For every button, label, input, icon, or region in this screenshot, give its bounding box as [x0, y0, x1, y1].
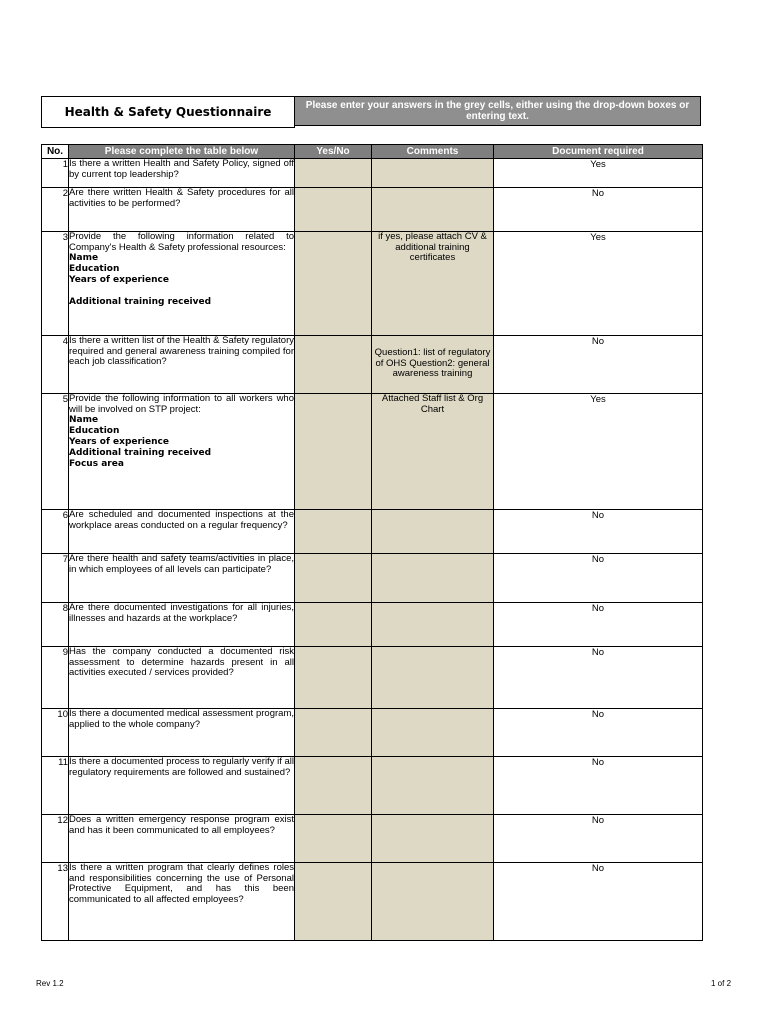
comments-cell[interactable]: [372, 757, 494, 815]
question-cell: [69, 603, 295, 647]
yes-no-answer-cell[interactable]: [295, 709, 372, 757]
comments-cell[interactable]: [372, 336, 494, 394]
row-number: 4: [42, 336, 69, 394]
comments-cell[interactable]: [372, 815, 494, 863]
comments-cell[interactable]: [372, 188, 494, 232]
row-number: 5: [42, 394, 69, 510]
document-required-cell: No: [494, 709, 703, 757]
question-text: Provide the following information related to Company's Health & Safety professional resources:: [69, 231, 294, 253]
column-header-document-required: Document required: [494, 145, 703, 159]
comments-cell[interactable]: [372, 647, 494, 709]
required-info-item: Education: [69, 264, 120, 275]
comments-cell[interactable]: [372, 603, 494, 647]
required-info-item: Years of experience: [69, 437, 169, 448]
comment-text: Question1: list of regulatory of OHS Question2: general awareness training: [374, 347, 491, 380]
required-info-item: Additional training received: [69, 448, 212, 459]
row-number: 1: [42, 159, 69, 188]
yes-no-answer-cell[interactable]: [295, 232, 372, 336]
table-row: [42, 603, 703, 647]
comments-cell[interactable]: [372, 232, 494, 336]
document-required-cell: No: [494, 757, 703, 815]
table-row: [42, 336, 703, 394]
question-cell: [69, 232, 295, 336]
column-header-comments: Comments: [372, 145, 494, 159]
page-number: 1 of 2: [711, 979, 732, 988]
comments-cell[interactable]: [372, 863, 494, 941]
question-cell: [69, 336, 295, 394]
document-required-cell: No: [494, 647, 703, 709]
row-number: 7: [42, 554, 69, 603]
comments-cell[interactable]: [372, 709, 494, 757]
question-cell: [69, 394, 295, 510]
required-info-item: Focus area: [69, 459, 124, 470]
document-required-cell: No: [494, 603, 703, 647]
yes-no-answer-cell[interactable]: [295, 394, 372, 510]
document-required-cell: No: [494, 510, 703, 554]
document-required-cell: Yes: [494, 232, 703, 336]
required-info-item: Additional training received: [69, 297, 212, 308]
questionnaire-header: [41, 96, 702, 128]
question-text: Is there a written program that clearly defines roles and responsibilities concerning the use of Personal Protective Equipment, and has this been communicated to all affected employees?: [69, 862, 294, 905]
document-required-cell: No: [494, 554, 703, 603]
comments-cell[interactable]: [372, 510, 494, 554]
row-number: 6: [42, 510, 69, 554]
comment-text: if yes, please attach CV & additional training certificates: [378, 231, 487, 264]
table-row: [42, 510, 703, 554]
table-row: [42, 554, 703, 603]
yes-no-answer-cell[interactable]: [295, 510, 372, 554]
document-required-cell: No: [494, 815, 703, 863]
required-info-item: Name: [69, 415, 99, 426]
column-header-no: No.: [42, 145, 69, 159]
document-required-cell: No: [494, 336, 703, 394]
row-number: 3: [42, 232, 69, 336]
row-number: 8: [42, 603, 69, 647]
table-row: [42, 188, 703, 232]
question-cell: [69, 159, 295, 188]
yes-no-answer-cell[interactable]: [295, 863, 372, 941]
question-cell: [69, 757, 295, 815]
document-required-cell: Yes: [494, 394, 703, 510]
row-number: 12: [42, 815, 69, 863]
revision-label: Rev 1.2: [36, 979, 64, 988]
required-info-item: Years of experience: [69, 275, 169, 286]
document-required-cell: No: [494, 188, 703, 232]
question-text: Are there documented investigations for all injuries, illnesses and hazards at the workplace?: [69, 602, 294, 624]
row-number: 11: [42, 757, 69, 815]
question-text: Is there a documented process to regularly verify if all regulatory requirements are followed and sustained?: [69, 756, 294, 778]
comments-cell[interactable]: [372, 394, 494, 510]
question-text: Are scheduled and documented inspections at the workplace areas conducted on a regular frequency?: [69, 509, 294, 531]
document-required-cell: No: [494, 863, 703, 941]
question-text: Are there written Health & Safety procedures for all activities to be performed?: [69, 187, 294, 209]
questionnaire-table: [41, 144, 703, 941]
row-number: 13: [42, 863, 69, 941]
yes-no-answer-cell[interactable]: [295, 815, 372, 863]
required-info-item: [69, 286, 294, 297]
row-number: 10: [42, 709, 69, 757]
yes-no-answer-cell[interactable]: [295, 757, 372, 815]
question-text: Is there a written list of the Health & Safety regulatory required and general awareness training compiled for each job classification?: [69, 335, 294, 368]
required-info-item: Education: [69, 426, 120, 437]
yes-no-answer-cell[interactable]: [295, 554, 372, 603]
question-cell: [69, 709, 295, 757]
question-cell: [69, 510, 295, 554]
table-row: [42, 757, 703, 815]
question-cell: [69, 188, 295, 232]
question-cell: [69, 815, 295, 863]
comments-cell[interactable]: [372, 159, 494, 188]
column-header-question: Please complete the table below: [69, 145, 295, 159]
yes-no-answer-cell[interactable]: [295, 188, 372, 232]
question-text: Are there health and safety teams/activities in place, in which employees of all levels can participate?: [69, 553, 294, 575]
table-header-row: [42, 145, 703, 159]
question-text: Provide the following information to all workers who will be involved on STP project:: [69, 393, 294, 415]
document-required-cell: Yes: [494, 159, 703, 188]
yes-no-answer-cell[interactable]: [295, 159, 372, 188]
question-cell: [69, 554, 295, 603]
question-text: Does a written emergency response program exist and has it been communicated to all employees?: [69, 814, 294, 836]
question-text: Has the company conducted a documented risk assessment to determine hazards present in all activities executed / services provided?: [69, 646, 294, 679]
table-row: [42, 394, 703, 510]
yes-no-answer-cell[interactable]: [295, 647, 372, 709]
question-text: Is there a documented medical assessment program, applied to the whole company?: [69, 708, 294, 730]
table-row: [42, 863, 703, 941]
required-info-item: Name: [69, 253, 99, 264]
comments-cell[interactable]: [372, 554, 494, 603]
table-row: [42, 647, 703, 709]
question-text: Is there a written Health and Safety Policy, signed off by current top leadership?: [69, 158, 294, 180]
comment-text: Attached Staff list & Org Chart: [381, 393, 484, 415]
yes-no-answer-cell[interactable]: [295, 603, 372, 647]
question-cell: [69, 863, 295, 941]
document-title: Health & Safety Questionnaire: [41, 96, 295, 128]
row-number: 9: [42, 647, 69, 709]
question-cell: [69, 647, 295, 709]
instruction-banner: Please enter your answers in the grey cells, either using the drop-down boxes or entering text.: [295, 96, 701, 126]
column-header-yes-no: Yes/No: [295, 145, 372, 159]
row-number: 2: [42, 188, 69, 232]
table-row: [42, 232, 703, 336]
table-row: [42, 815, 703, 863]
yes-no-answer-cell[interactable]: [295, 336, 372, 394]
table-row: [42, 159, 703, 188]
table-row: [42, 709, 703, 757]
